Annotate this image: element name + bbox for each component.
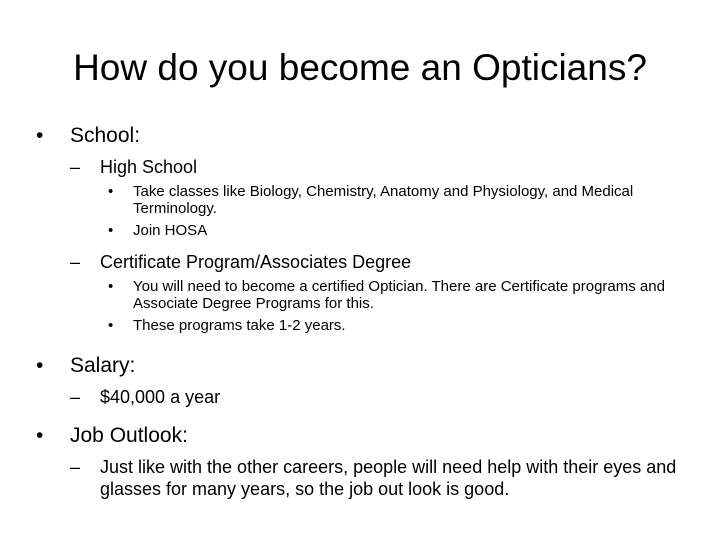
point-text: Take classes like Biology, Chemistry, Anatomy and Physiology, and Medical Terminology.	[133, 183, 634, 217]
bullet-dot: •	[36, 124, 44, 147]
sub-bullet-high-school	[70, 156, 686, 178]
point-hosa	[100, 222, 686, 239]
point-certified	[100, 278, 686, 312]
bullet-dot: •	[36, 424, 44, 447]
bullet-school	[36, 122, 686, 149]
point-classes	[100, 183, 686, 217]
high-school-label: High School	[100, 157, 198, 177]
bullet-dash: –	[70, 387, 81, 407]
slide-body	[36, 118, 686, 500]
bullet-dot: •	[108, 317, 114, 334]
job-outlook-heading: Job Outlook:	[70, 424, 188, 447]
bullet-dash: –	[70, 457, 81, 477]
slide-title: How do you become an Opticians?	[73, 47, 647, 88]
bullet-dot: •	[108, 183, 114, 200]
sub-bullet-job-outlook-text	[70, 456, 686, 500]
sub-bullet-salary-value	[70, 386, 686, 408]
bullet-dot: •	[108, 222, 114, 239]
bullet-dot: •	[36, 354, 44, 377]
certificate-label: Certificate Program/Associates Degree	[100, 252, 412, 272]
salary-heading: Salary:	[70, 354, 136, 377]
sub-bullet-certificate	[70, 251, 686, 273]
bullet-dash: –	[70, 252, 81, 272]
bullet-salary	[36, 352, 686, 379]
salary-value: $40,000 a year	[100, 387, 221, 407]
job-outlook-text: Just like with the other careers, people will need help with their eyes and glasses for many years, so the job out look is good.	[100, 457, 677, 499]
point-text: These programs take 1-2 years.	[133, 317, 346, 334]
point-text: Join HOSA	[133, 222, 208, 239]
bullet-dash: –	[70, 157, 81, 177]
point-text: You will need to become a certified Optician. There are Certificate programs and Associate Degree Programs for this.	[133, 278, 665, 312]
bullet-dot: •	[108, 278, 114, 295]
bullet-job-outlook	[36, 422, 686, 449]
point-duration	[100, 317, 686, 334]
school-heading: School:	[70, 124, 141, 147]
